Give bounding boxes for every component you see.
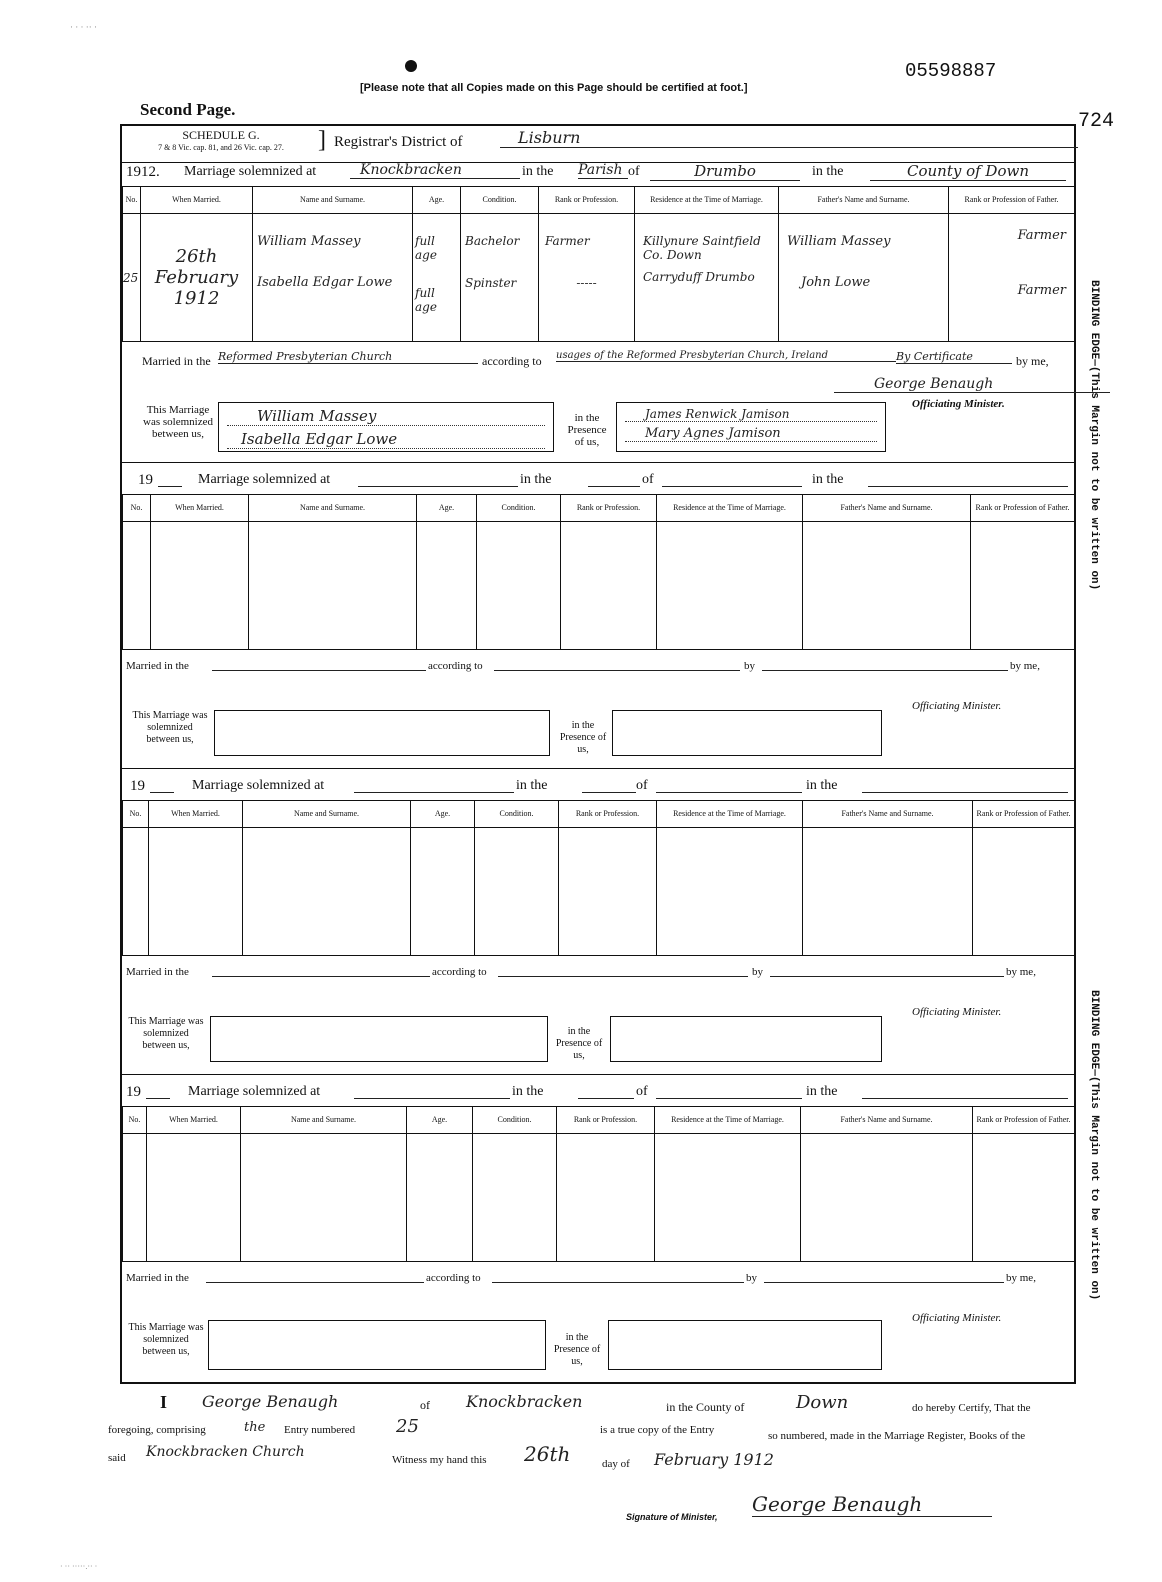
col-no: No. [123,1107,147,1134]
groom-father-rank: Farmer [1017,228,1066,243]
cert-signature-label: Signature of Minister, [626,1512,718,1522]
witnesses-box [616,402,886,452]
by-value: By Certificate [896,350,1012,364]
cert-entry-number: 25 [396,1416,419,1437]
county-value: County of Down [870,162,1066,181]
place-blank [358,470,518,487]
cert-hereby: do hereby Certify, That the [912,1402,1031,1414]
cert-county: Down [796,1392,849,1413]
between-us-label: This Marriage was solemnized between us, [132,710,208,745]
col-name: Name and Surname. [253,187,413,214]
col-name: Name and Surname. [241,1107,407,1134]
col-age: Age. [417,495,477,522]
serial-number: 05598887 [905,60,997,82]
col-condition: Condition. [477,495,561,522]
col-residence: Residence at the Time of Marriage. [635,187,779,214]
copy-note: [Please note that all Copies made on this Page should be certified at foot.] [360,82,748,94]
officiating-minister-label: Officiating Minister. [912,700,1002,712]
cert-the: the [244,1420,266,1435]
cert-so-numbered: so numbered, made in the Marriage Register, Books of the [768,1430,1026,1442]
witnesses-box [608,1320,882,1370]
col-father: Father's Name and Surname. [803,495,971,522]
of-blank [662,470,802,487]
bride-father-rank: Farmer [1017,283,1066,298]
by-label: by [746,1272,757,1284]
binding-edge-note-top: BINDING EDGE—(This Margin not to be written on) [1088,280,1100,591]
col-father-rank: Rank or Profession of Father. [971,495,1075,522]
col-father-rank: Rank or Profession of Father. [973,1107,1075,1134]
cert-i: I [160,1392,168,1412]
officiating-minister-label: Officiating Minister. [912,1006,1002,1018]
col-rank: Rank or Profession. [539,187,635,214]
col-no: No. [123,187,141,214]
solemnized-label: Marriage solemnized at [184,164,317,179]
entry-table-4 [122,1106,1075,1262]
of-label: of [636,1084,648,1099]
cert-day: 26th [524,1442,571,1466]
in-the-label: in the [522,164,554,179]
groom-condition: Bachelor [465,234,520,248]
cert-day-of: day of [602,1458,630,1470]
by-me-label: by me, [1006,1272,1036,1284]
col-age: Age. [407,1107,473,1134]
col-when: When Married. [147,1107,241,1134]
cert-foregoing: foregoing, comprising [108,1424,206,1436]
in-the-county-label: in the [812,164,844,179]
year-blank [158,470,182,487]
entry-table-3 [122,800,1075,956]
col-no: No. [123,495,151,522]
rank-cell [539,214,635,342]
cert-said-church: Knockbracken Church [146,1444,305,1460]
condition-cell [461,214,539,342]
parish-blank [588,470,640,487]
in-the-county-label: in the [806,778,838,793]
married-in-label: Married in the [126,1272,189,1284]
cert-minister: George Benaugh [202,1392,339,1411]
groom-rank: Farmer [545,234,590,248]
year-prefix: 19 [126,1084,141,1100]
place-blank [354,776,514,793]
page-number: 724 [1078,110,1115,133]
of-label: of [642,472,654,487]
scan-mark: · · · ·· · [70,22,97,32]
by-blank [770,960,1004,977]
signatures-box [214,710,550,756]
according-blank [492,1266,744,1283]
cert-witness-hand: Witness my hand this [392,1454,487,1466]
bracket: ] [318,127,326,153]
cert-in-county: in the County of [666,1400,745,1414]
col-name: Name and Surname. [243,801,411,828]
section-divider [122,462,1074,463]
col-when: When Married. [149,801,243,828]
cert-signature: George Benaugh [752,1492,992,1517]
entry-place: Knockbracken [350,162,520,179]
cert-said: said [108,1452,126,1464]
col-no: No. [123,801,149,828]
hole-punch-mark [405,60,417,72]
col-father: Father's Name and Surname. [801,1107,973,1134]
county-blank [868,470,1068,487]
county-blank [862,776,1068,793]
officiating-minister-label: Officiating Minister. [912,1312,1002,1324]
married-in-label: Married in the [126,966,189,978]
of-label: of [628,164,640,179]
between-us-label: This Marriage was solemnized between us, [143,404,213,440]
col-condition: Condition. [461,187,539,214]
col-father: Father's Name and Surname. [779,187,949,214]
bride-residence: Carryduff Drumbo [643,270,755,284]
page-label: Second Page. [140,100,236,119]
entry-section-2 [122,470,1074,776]
presence-label: in the Presence of us, [555,1026,603,1061]
bride-age: full age [415,286,437,314]
col-when: When Married. [141,187,253,214]
of-blank [656,776,802,793]
entry-year: 1912. [126,164,160,180]
in-the-county-label: in the [806,1084,838,1099]
entry-section-4 [122,1082,1074,1382]
solemnized-label: Marriage solemnized at [198,472,331,487]
schedule-title-block [126,128,316,152]
bride-father: John Lowe [801,275,871,290]
year-blank [150,776,174,793]
in-the-label: in the [516,778,548,793]
in-the-label: in the [520,472,552,487]
col-rank: Rank or Profession. [557,1107,655,1134]
by-me-label: by me, [1016,354,1049,368]
by-me-label: by me, [1006,966,1036,978]
in-the-county-label: in the [812,472,844,487]
district-label: Registrar's District of [334,134,463,150]
bride-condition: Spinster [465,276,517,290]
according-to-label: according to [432,966,487,978]
year-prefix: 19 [130,778,145,794]
married-in-blank [212,960,430,977]
entry-table-1 [122,186,1075,342]
parish-blank [578,1082,634,1099]
according-blank [494,654,740,671]
by-label: by [752,966,763,978]
entry-table-2 [122,494,1075,650]
father-cell [779,214,949,342]
married-in-value: Reformed Presbyterian Church [218,350,478,364]
binding-edge-note-bottom: BINDING EDGE—(This Margin not to be written on) [1088,990,1100,1301]
by-label: by [744,660,755,672]
by-blank [762,654,1008,671]
col-age: Age. [411,801,475,828]
schedule-act: 7 & 8 Vic. cap. 81, and 26 Vic. cap. 27. [158,143,284,152]
place-blank [354,1082,510,1099]
according-to-label: according to [428,660,483,672]
certificate [108,1392,1070,1542]
between-us-label: This Marriage was solemnized between us, [128,1322,204,1357]
cert-of: of [420,1398,430,1412]
col-name: Name and Surname. [249,495,417,522]
col-father-rank: Rank or Profession of Father. [973,801,1075,828]
presence-label: in the Presence of us, [567,412,607,448]
cert-month-year: February 1912 [654,1450,774,1469]
entry-section-3 [122,776,1074,1082]
according-to-label: according to [482,354,542,368]
district-value: Lisburn [500,128,1078,148]
married-in-blank [212,654,426,671]
officiating-minister-label: Officiating Minister. [912,398,1005,410]
col-age: Age. [413,187,461,214]
witness-2: Mary Agnes Jamison [625,426,877,442]
bride-rank: ----- [576,276,597,290]
age-cell [413,214,461,342]
register-form [120,124,1076,1384]
schedule-title: SCHEDULE G. [182,128,260,142]
signatures-box [210,1016,548,1062]
col-father: Father's Name and Surname. [803,801,973,828]
of-blank [656,1082,802,1099]
according-to-label: according to [426,1272,481,1284]
father-rank-cell [949,214,1075,342]
bride-name: Isabella Edgar Lowe [257,275,393,290]
col-residence: Residence at the Time of Marriage. [657,495,803,522]
by-blank [764,1266,1004,1283]
entry-date: 26th February 1912 [141,214,253,342]
married-in-label: Married in the [142,354,211,368]
col-when: When Married. [151,495,249,522]
groom-residence: Killynure Saintfield Co. Down [643,234,761,262]
groom-name: William Massey [257,234,361,249]
col-condition: Condition. [473,1107,557,1134]
between-us-label: This Marriage was solemnized between us, [128,1016,204,1051]
signatures-box [208,1320,546,1370]
col-residence: Residence at the Time of Marriage. [655,1107,801,1134]
parish-label: Parish [578,162,628,179]
col-rank: Rank or Profession. [559,801,657,828]
schedule-header [122,126,1074,163]
year-blank [146,1082,170,1099]
residence-cell [635,214,779,342]
cert-true-copy: is a true copy of the Entry [600,1424,715,1436]
col-residence: Residence at the Time of Marriage. [657,801,803,828]
married-in-label: Married in the [126,660,189,672]
parish-blank [582,776,636,793]
according-blank [498,960,748,977]
groom-father: William Massey [787,234,891,249]
col-father-rank: Rank or Profession of Father. [949,187,1075,214]
col-rank: Rank or Profession. [561,495,657,522]
by-me-label: by me, [1010,660,1040,672]
footer-scan-mark: · ·· ·····.·· · [60,1562,98,1571]
year-prefix: 19 [138,472,153,488]
witness-1: James Renwick Jamison [625,407,877,422]
section-divider [122,768,1074,769]
entry-number: 25 [123,214,141,342]
groom-signature: William Massey [227,407,545,426]
witnesses-box [612,710,882,756]
names-cell [253,214,413,342]
county-blank [862,1082,1068,1099]
section-divider [122,1074,1074,1075]
in-the-label: in the [512,1084,544,1099]
solemnized-label: Marriage solemnized at [192,778,325,793]
cert-entry-numbered: Entry numbered [284,1424,356,1436]
col-condition: Condition. [475,801,559,828]
witnesses-box [610,1016,882,1062]
married-in-blank [206,1266,424,1283]
groom-age: full age [415,234,437,262]
cert-place: Knockbracken [466,1392,583,1411]
presence-label: in the Presence of us, [553,1332,601,1367]
signatures-box [218,402,554,452]
minister-name: George Benaugh [834,376,1110,393]
solemnized-label: Marriage solemnized at [188,1084,321,1099]
according-to-value: usages of the Reformed Presbyterian Church, Ireland [556,350,896,362]
presence-label: in the Presence of us, [559,720,607,755]
bride-signature: Isabella Edgar Lowe [227,430,545,449]
entry-section-1 [122,162,1074,470]
parish-value: Drumbo [650,162,800,181]
of-label: of [636,778,648,793]
